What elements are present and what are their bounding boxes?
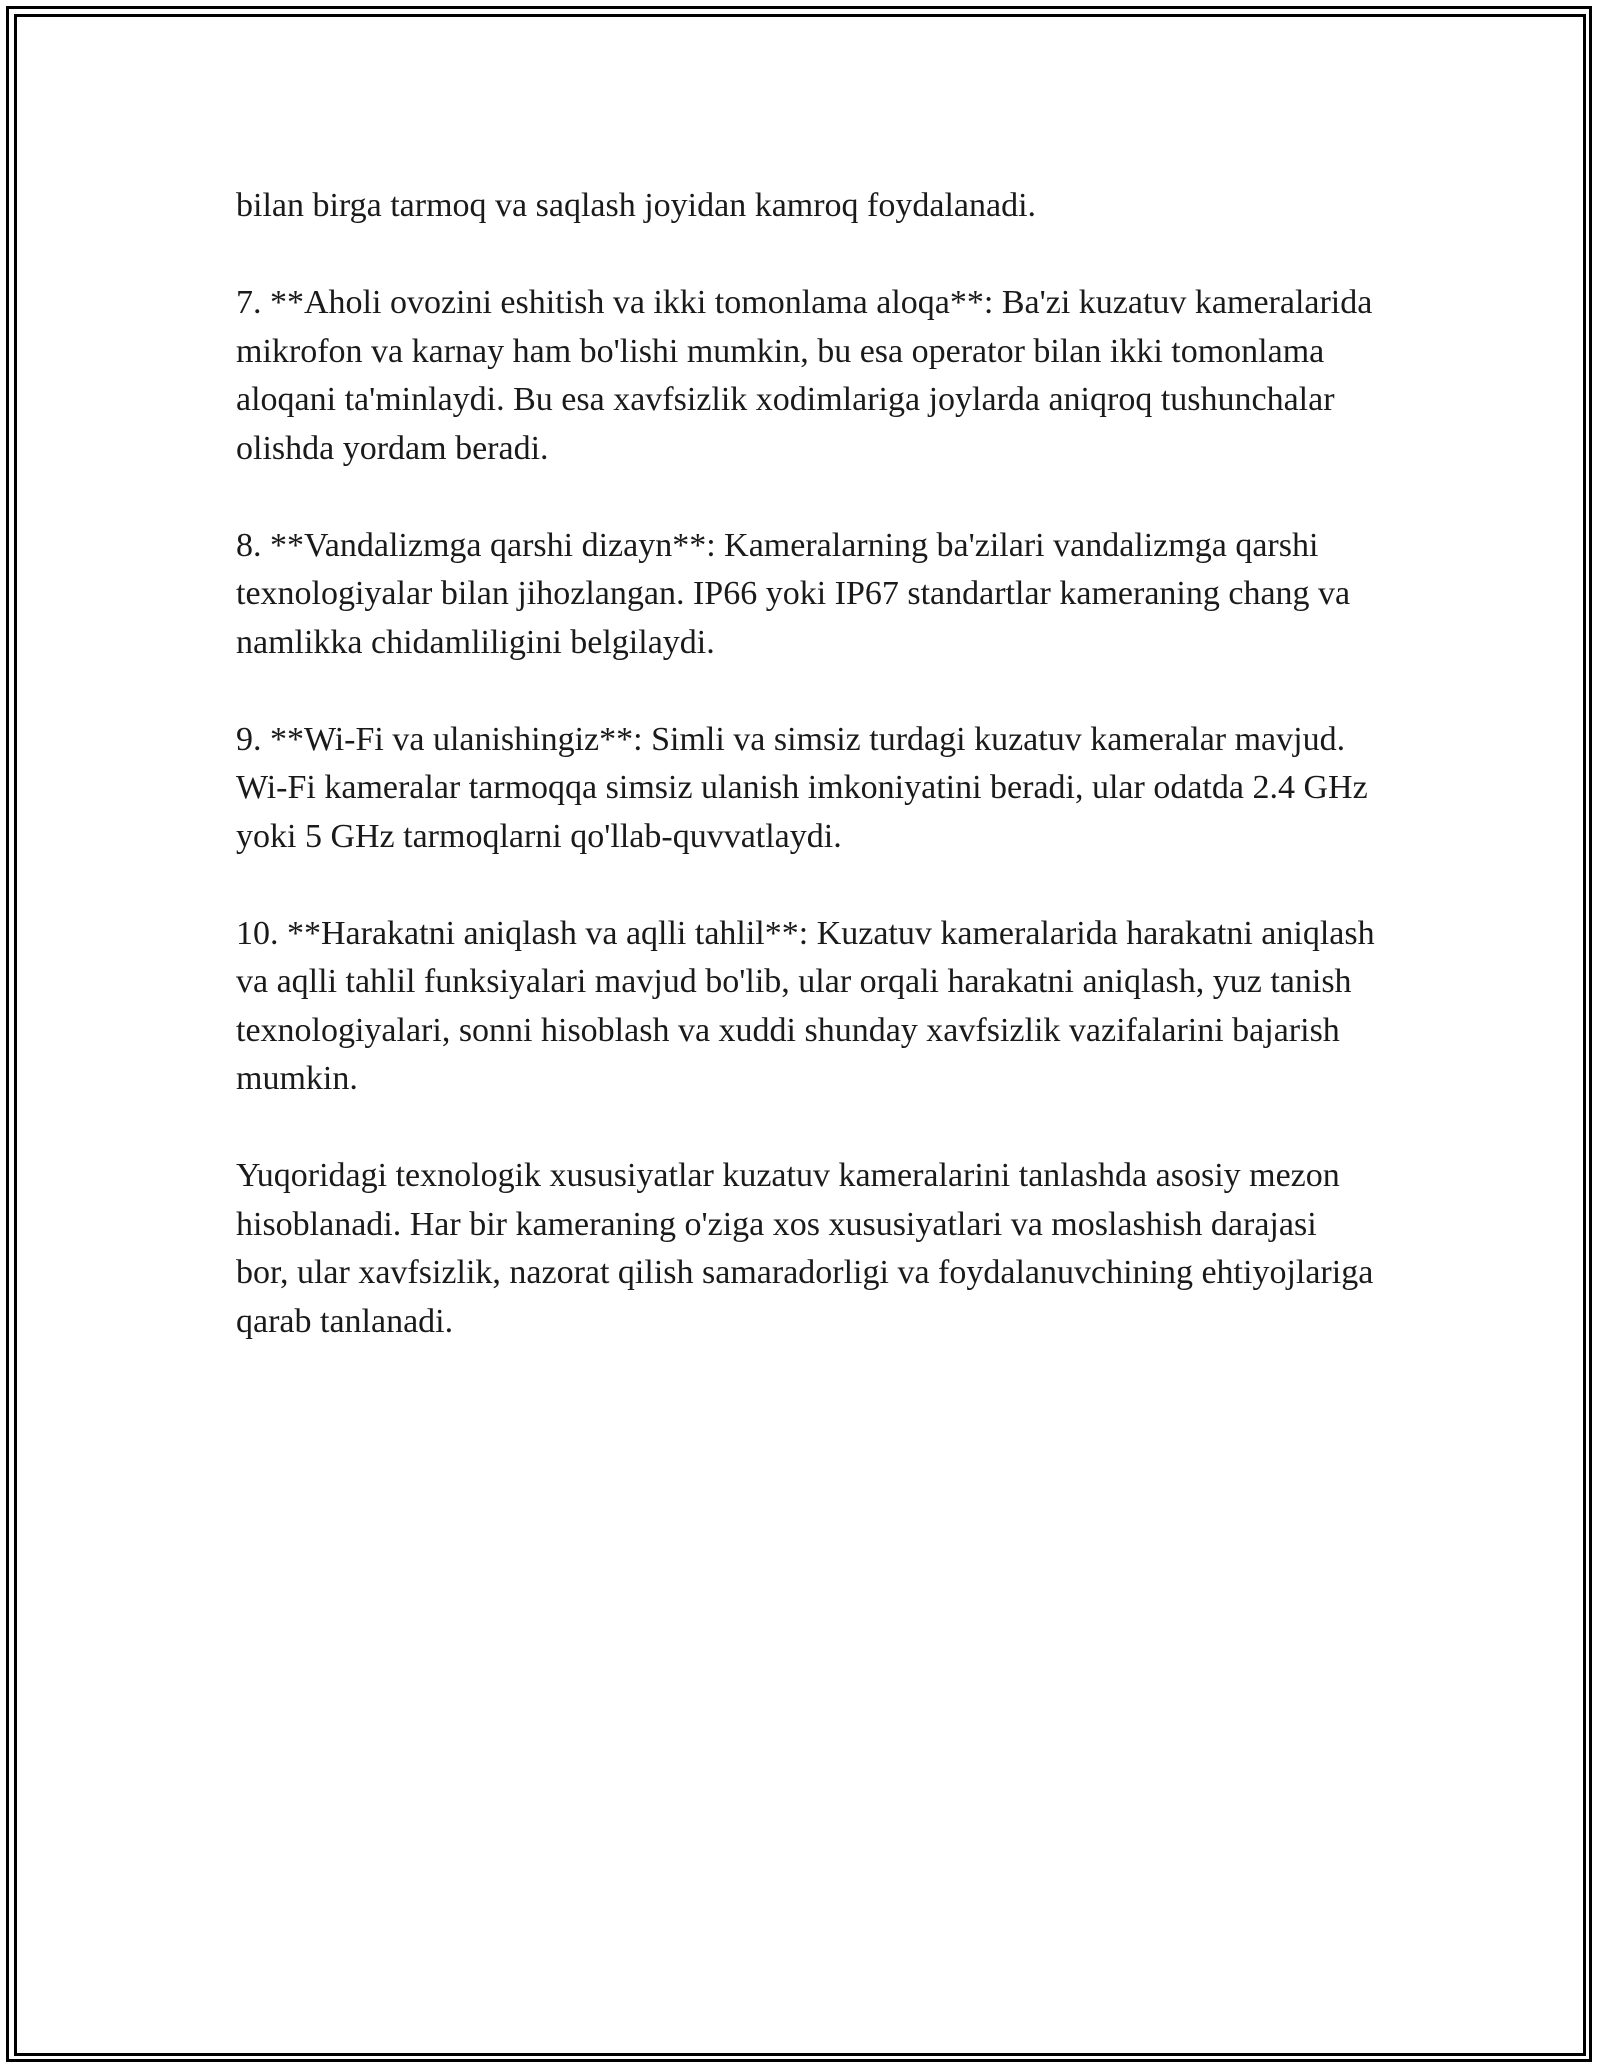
paragraph-conclusion: Yuqoridagi texnologik xususiyatlar kuzatuv kameralarini tanlashda asosiy mezon hisoblanadi. Har bir kameraning o'ziga xos xususiyatlari va moslashish darajasi bor, ular xavfsizlik, nazorat qilish samaradorligi va foydalanuvchining ehtiyojlariga qarab tanlanadi. <box>236 1157 1374 1340</box>
document-body <box>236 182 1376 1395</box>
paragraph-item-10: 10. **Harakatni aniqlash va aqlli tahlil**: Kuzatuv kameralarida harakatni aniqlash va aqlli tahlil funksiyalari mavjud bo'lib, ular orqali harakatni aniqlash, yuz tanish texnologiyalari, sonni hisoblash va xuddi shunday xavfsizlik vazifalarini bajarish mumkin. <box>236 914 1375 1097</box>
paragraph-item-7: 7. **Aholi ovozini eshitish va ikki tomonlama aloqa**: Ba'zi kuzatuv kameralarida mikrofon va karnay ham bo'lishi mumkin, bu esa operator bilan ikki tomonlama aloqani ta'minlaydi. Bu esa xavfsizlik xodimlariga joylarda aniqroq tushunchalar olishda yordam beradi. <box>236 284 1373 467</box>
paragraph-item-9: 9. **Wi-Fi va ulanishingiz**: Simli va simsiz turdagi kuzatuv kameralar mavjud. Wi-Fi kameralar tarmoqqa simsiz ulanish imkoniyatini beradi, ular odatda 2.4 GHz yoki 5 GHz tarmoqlarni qo'llab-quvvatlaydi. <box>236 720 1368 855</box>
paragraph-continuation: bilan birga tarmoq va saqlash joyidan kamroq foydalanadi. <box>236 187 1037 224</box>
paragraph-item-8: 8. **Vandalizmga qarshi dizayn**: Kameralarning ba'zilari vandalizmga qarshi texnologiyalar bilan jihozlangan. IP66 yoki IP67 standartlar kameraning chang va namlikka chidamliligini belgilaydi. <box>236 526 1351 661</box>
